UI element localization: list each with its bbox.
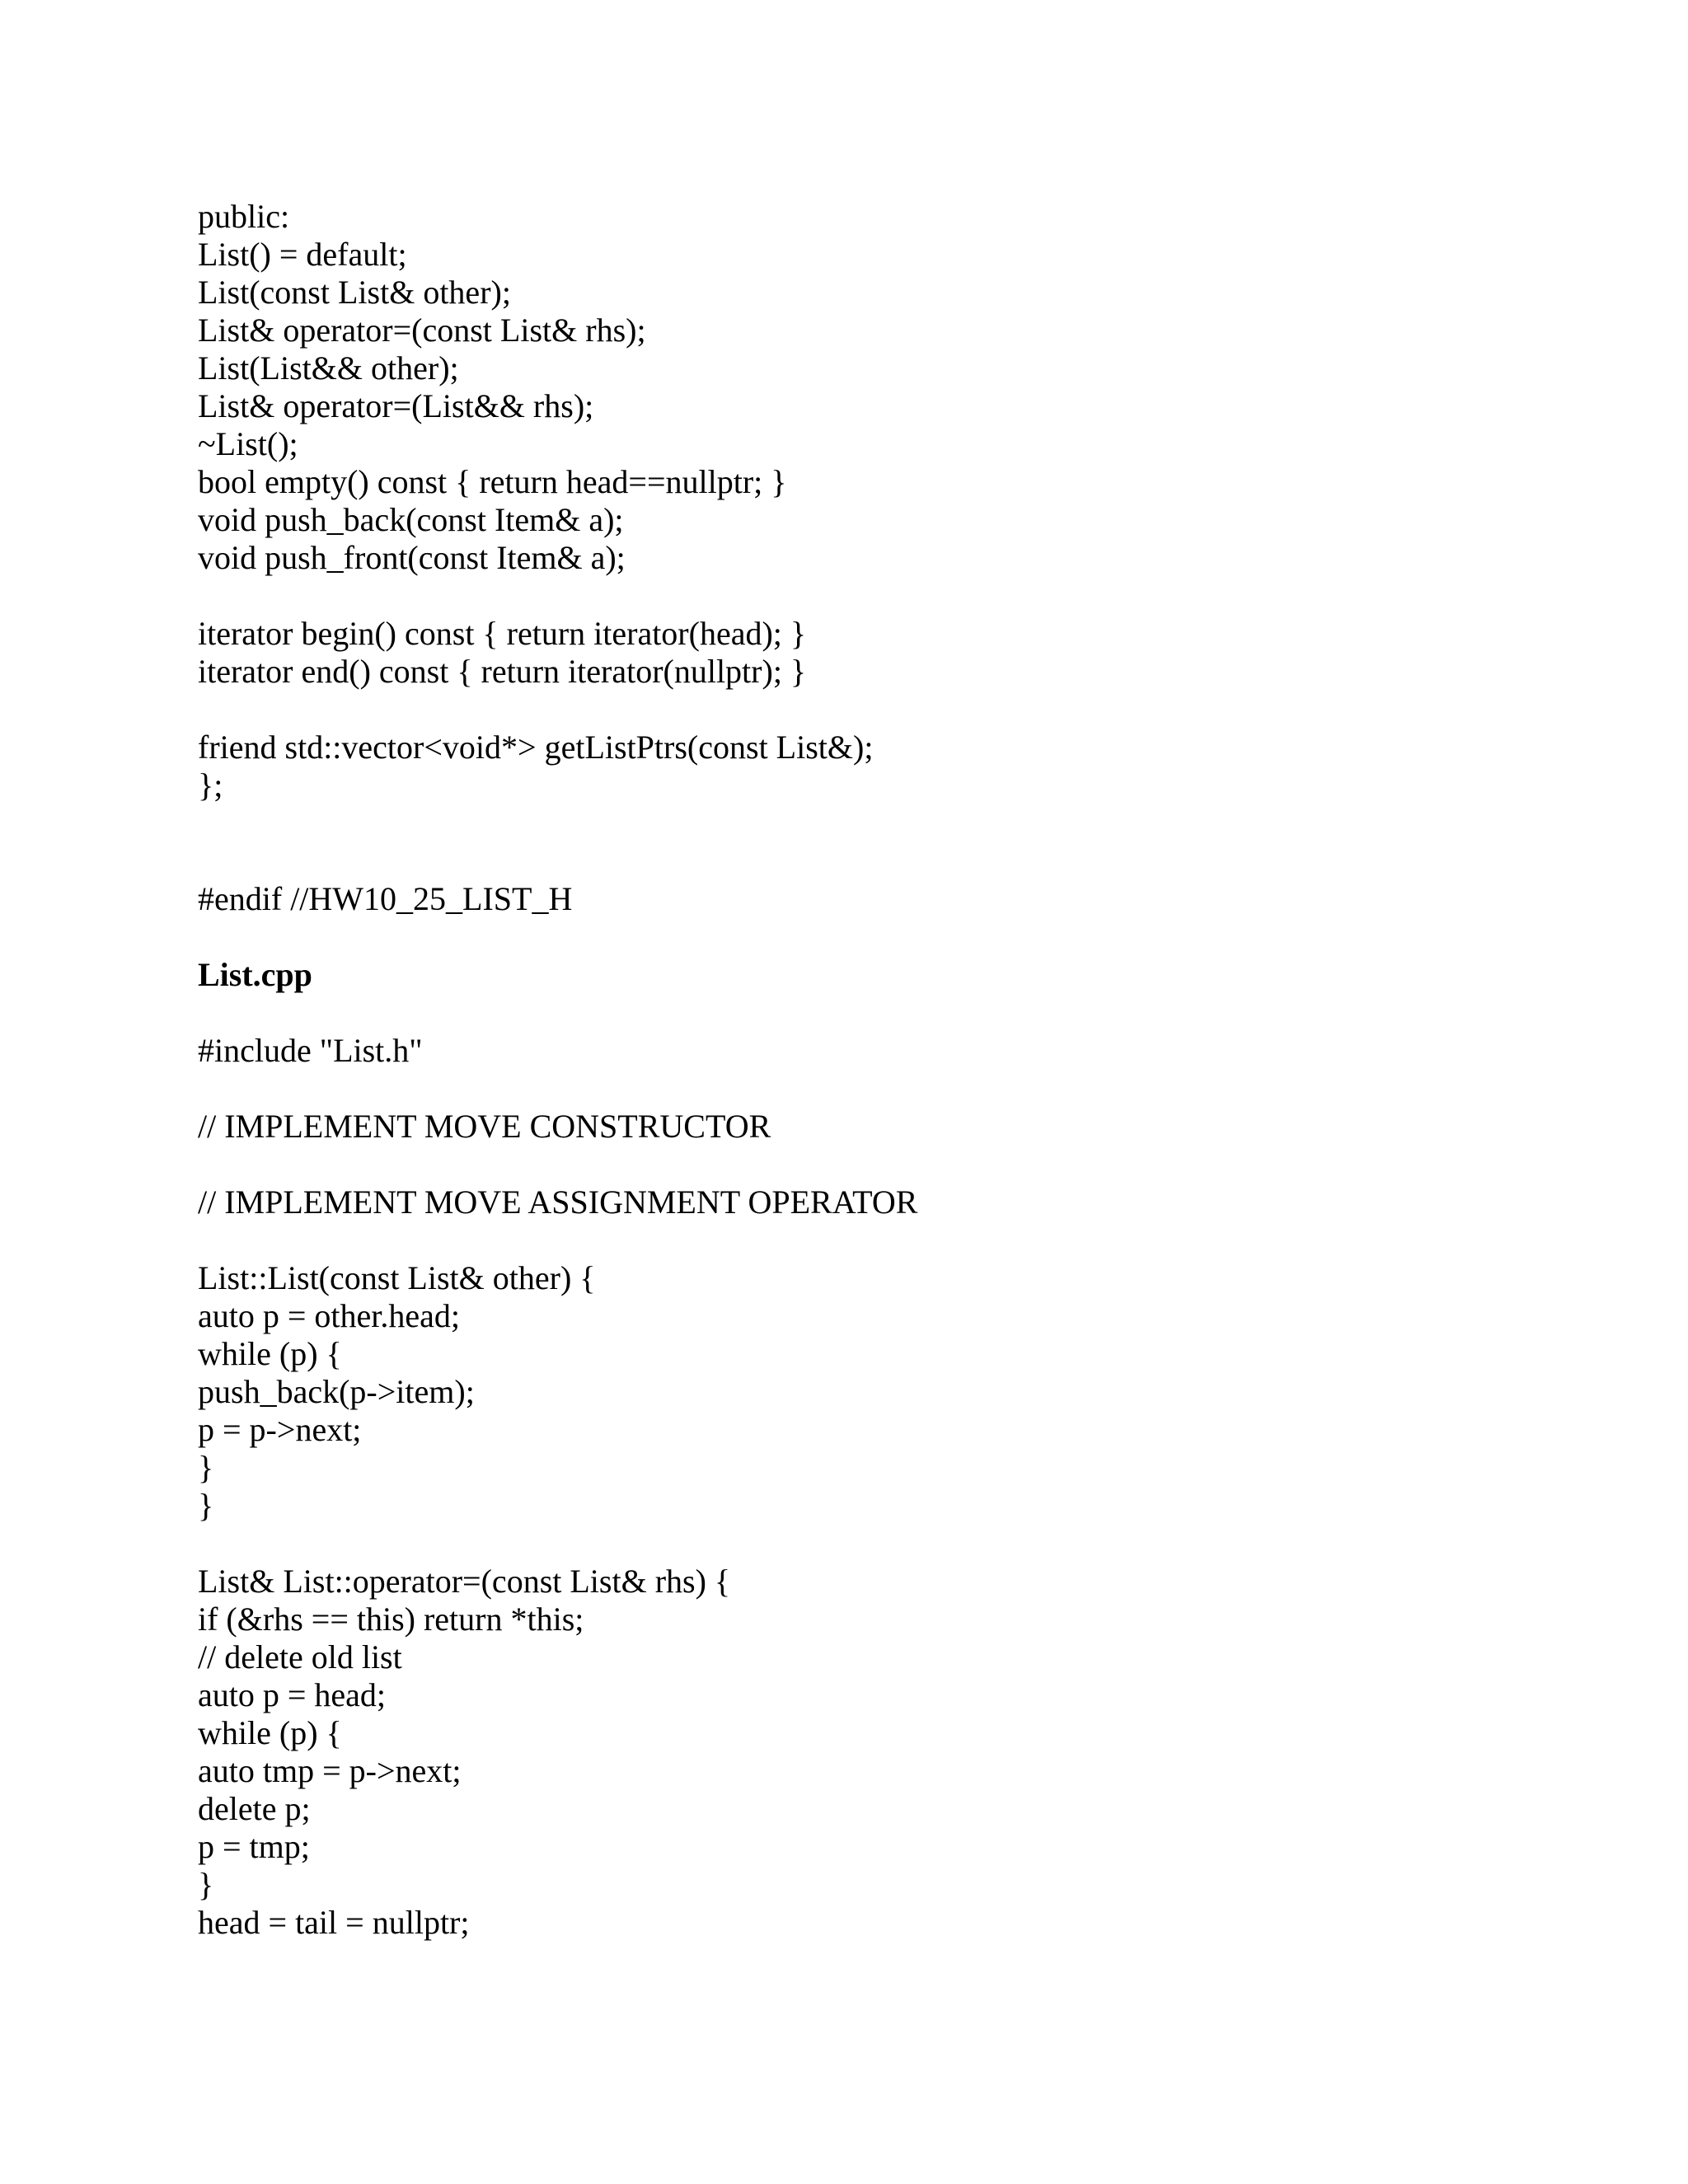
code-line: delete p; bbox=[198, 1790, 311, 1827]
blank-line bbox=[198, 1070, 1517, 1108]
code-line: List(List&& other); bbox=[198, 349, 459, 387]
code-line: p = p->next; bbox=[198, 1411, 362, 1448]
file-heading: List.cpp bbox=[198, 956, 312, 993]
code-line: auto tmp = p->next; bbox=[198, 1752, 462, 1789]
blank-line bbox=[198, 691, 1517, 729]
code-line: void push_back(const Item& a); bbox=[198, 501, 624, 538]
move-assignment-comment: // IMPLEMENT MOVE ASSIGNMENT OPERATOR bbox=[198, 1183, 918, 1221]
iterator-section bbox=[198, 615, 1517, 691]
code-line: head = tail = nullptr; bbox=[198, 1904, 470, 1941]
code-line: public: bbox=[198, 198, 290, 235]
code-line: if (&rhs == this) return *this; bbox=[198, 1601, 584, 1638]
copy-constructor-section bbox=[198, 1259, 1517, 1525]
code-line: iterator end() const { return iterator(nullptr); } bbox=[198, 653, 807, 690]
code-line: while (p) { bbox=[198, 1335, 342, 1372]
code-line: push_back(p->item); bbox=[198, 1373, 475, 1410]
blank-line bbox=[198, 1146, 1517, 1183]
document-content bbox=[198, 198, 1517, 1942]
blank-line bbox=[198, 842, 1517, 880]
code-line: List& List::operator=(const List& rhs) { bbox=[198, 1563, 731, 1600]
code-line: iterator begin() const { return iterator(head); } bbox=[198, 615, 807, 652]
code-line: auto p = head; bbox=[198, 1676, 387, 1713]
code-line: while (p) { bbox=[198, 1714, 342, 1751]
code-line: auto p = other.head; bbox=[198, 1297, 461, 1334]
blank-line bbox=[198, 577, 1517, 615]
code-line: List(const List& other); bbox=[198, 274, 511, 311]
code-line: }; bbox=[198, 766, 223, 804]
class-public-section bbox=[198, 198, 1517, 577]
code-line: } bbox=[198, 1449, 214, 1486]
move-constructor-comment: // IMPLEMENT MOVE CONSTRUCTOR bbox=[198, 1108, 771, 1145]
code-line: List() = default; bbox=[198, 236, 407, 273]
code-line: bool empty() const { return head==nullptr; } bbox=[198, 463, 787, 500]
blank-line bbox=[198, 918, 1517, 956]
code-line: List::List(const List& other) { bbox=[198, 1259, 596, 1296]
code-line: } bbox=[198, 1866, 214, 1903]
blank-line bbox=[198, 994, 1517, 1032]
code-line: List& operator=(List&& rhs); bbox=[198, 387, 594, 424]
blank-line bbox=[198, 1525, 1517, 1563]
blank-line bbox=[198, 1221, 1517, 1259]
endif-line: #endif //HW10_25_LIST_H bbox=[198, 880, 573, 917]
blank-line bbox=[198, 804, 1517, 842]
code-line: } bbox=[198, 1487, 214, 1524]
code-line: void push_front(const Item& a); bbox=[198, 539, 626, 576]
code-line: List& operator=(const List& rhs); bbox=[198, 312, 646, 349]
code-line: // delete old list bbox=[198, 1638, 402, 1675]
code-line: friend std::vector<void*> getListPtrs(const List&); bbox=[198, 729, 874, 766]
code-line: p = tmp; bbox=[198, 1828, 310, 1865]
friend-section bbox=[198, 729, 1517, 804]
code-line: ~List(); bbox=[198, 425, 298, 462]
include-line: #include "List.h" bbox=[198, 1032, 423, 1069]
copy-assignment-section bbox=[198, 1563, 1517, 1942]
